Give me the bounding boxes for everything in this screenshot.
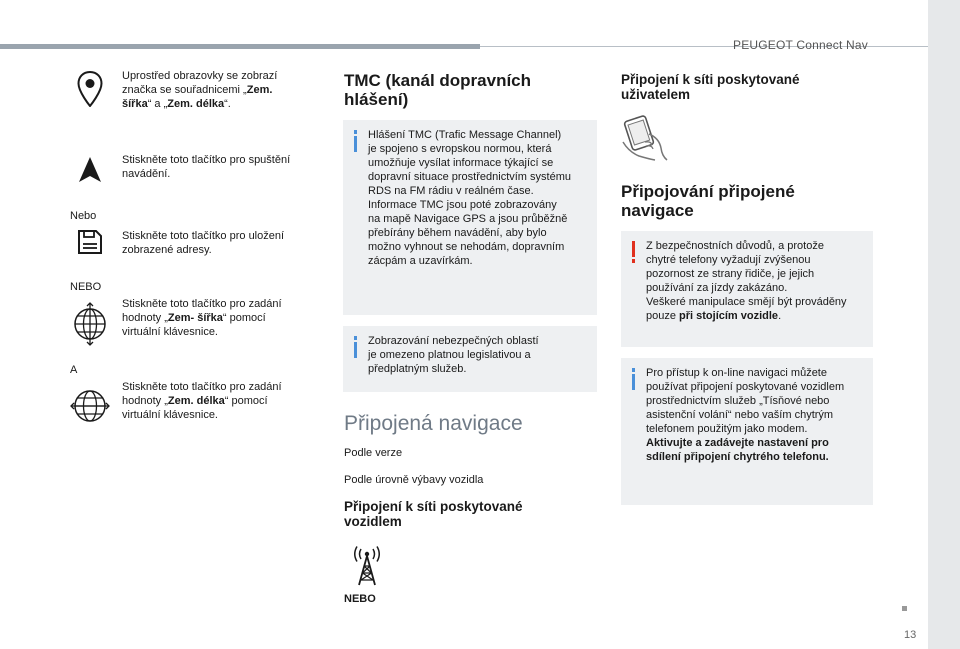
smartphone-hand-icon: [621, 112, 669, 162]
tmc-info-box: [343, 120, 597, 315]
coordinates-text: Uprostřed obrazovky se zobrazí značka se souřadnicemi „Zem. šířka“ a „Zem. délka“.: [122, 70, 278, 110]
page-edge-strip: [928, 0, 960, 649]
danger-zones-text: Zobrazování nebezpečných oblastí je omezeno platnou legislativou a předplatným služeb.: [368, 335, 539, 375]
location-pin-icon: [77, 71, 103, 107]
connected-navigation-heading: Připojená navigace: [344, 412, 523, 435]
start-guidance-text: Stiskněte toto tlačítko pro spuštění navádění.: [122, 154, 291, 180]
save-icon: [77, 229, 103, 255]
page-marker: [902, 606, 907, 611]
user-network-heading: Připojení k síti poskytované uživatelem: [621, 72, 800, 102]
globe-longitude-icon: [70, 384, 110, 428]
separator-a: A: [70, 364, 78, 376]
longitude-text: Stiskněte toto tlačítko pro zadání hodnoty „Zem. délka“ pomocí virtuální klávesnice.: [122, 381, 282, 421]
safety-warning-box: [621, 231, 873, 347]
header-title: PEUGEOT Connect Nav: [733, 38, 868, 52]
save-address-text: Stiskněte toto tlačítko pro uložení zobrazené adresy.: [122, 230, 285, 256]
info-icon: [630, 368, 637, 390]
separator-nebo-bold: NEBO: [344, 593, 376, 605]
separator-nebo: Nebo: [70, 210, 97, 222]
globe-icon: [70, 302, 110, 346]
latitude-text: Stiskněte toto tlačítko pro zadání hodnoty „Zem- šířka“ pomocí virtuální klávesnice.: [122, 298, 282, 338]
connect-navigation-heading: Připojování připojené navigace: [621, 182, 795, 220]
online-navigation-info-box: [621, 358, 873, 505]
safety-warning-text: Z bezpečnostních důvodů, a protože chytré telefony vyžadují zvýšenou pozornost ze strany řidiče, je jejich používání za jízdy zakázáno. Veškeré manipulace smějí být prováděny pouze při stojícím vozidle.: [646, 240, 847, 322]
version-note: Podle verze: [344, 447, 403, 459]
antenna-tower-icon: [350, 546, 384, 586]
danger-zones-info-box: [343, 326, 597, 392]
online-navigation-text: Pro přístup k on-line navigaci můžete používat připojení poskytované vozidlem prostřednictvím služeb „Tísňové nebo asistenční volání“ nebo vaším chytrým telefonem použitým jako modem. Aktivujte a zadávejte nastavení pro sdílení připojení chytrého telefonu.: [646, 367, 845, 463]
vehicle-network-heading: Připojení k síti poskytované vozidlem: [344, 499, 523, 529]
warning-icon: [630, 241, 637, 263]
tmc-info-text: Hlášení TMC (Trafic Message Channel) je spojeno s evropskou normou, která umožňuje vysílat informace týkající se dopravní situace prostřednictvím systému RDS na FM rádiu v reálném čase. Informace TMC jsou poté zobrazovány na mapě Navigace GPS a jsou průběžně přebírány během navádění, aby bylo možno vyhnout se nehodám, dopravním zácpám a uzavírkám.: [368, 129, 571, 267]
page-number: 13: [904, 629, 917, 641]
tmc-heading: TMC (kanál dopravních hlášení): [344, 71, 532, 109]
navigation-arrow-icon: [78, 156, 102, 184]
info-icon: [352, 130, 359, 152]
equipment-note: Podle úrovně výbavy vozidla: [344, 474, 484, 486]
info-icon: [352, 336, 359, 358]
header-rule: [0, 44, 480, 49]
separator-nebo-upper: NEBO: [70, 281, 102, 293]
